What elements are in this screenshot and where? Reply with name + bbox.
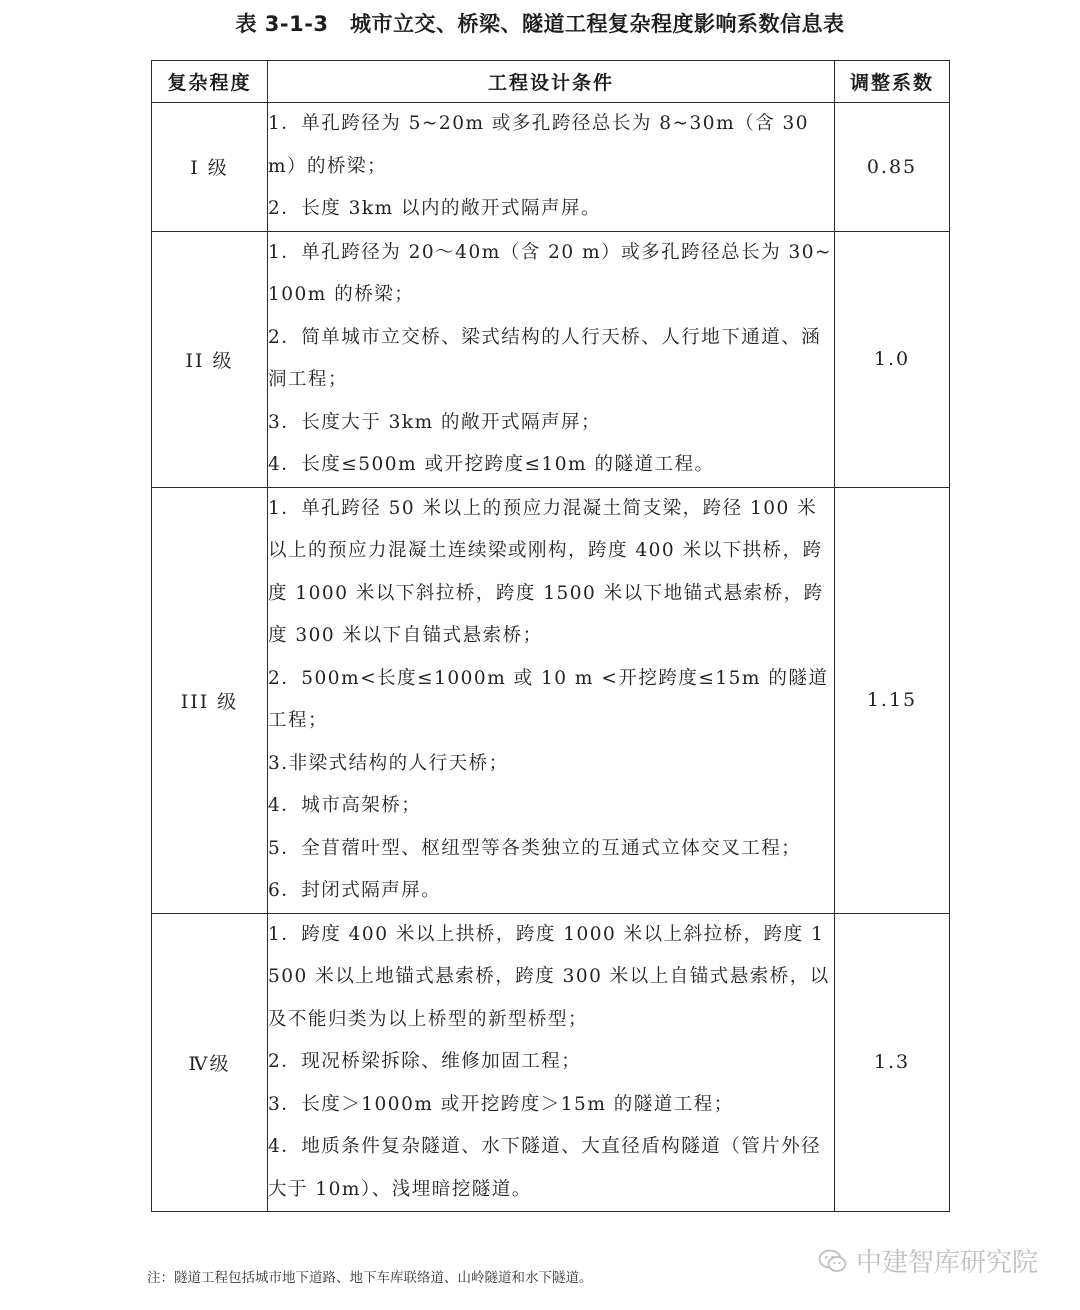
coefficient-cell: 0.85 xyxy=(835,103,950,232)
conditions-cell xyxy=(268,913,835,1212)
level-cell: Ⅳ级 xyxy=(152,913,268,1212)
level-cell: I 级 xyxy=(152,103,268,232)
watermark xyxy=(818,1242,1038,1279)
table-row-level-4 xyxy=(152,913,950,1212)
level-cell: II 级 xyxy=(152,231,268,487)
condition-item: 3．长度大于 3km 的敞开式隔声屏； xyxy=(268,411,602,433)
header-complexity: 复杂程度 xyxy=(152,61,268,103)
condition-item: 4．城市高架桥； xyxy=(268,795,422,816)
conditions-cell xyxy=(268,231,835,487)
complexity-table xyxy=(151,60,950,1212)
condition-item: 3．长度＞1000m 或开挖跨度＞15m 的隧道工程； xyxy=(268,1093,734,1115)
condition-item: 1．单孔跨径为 20～40m（含 20 m）或多孔跨径总长为 30~100m 的桥梁； xyxy=(268,241,833,305)
table-header xyxy=(152,61,950,103)
conditions-cell xyxy=(268,487,835,913)
wechat-icon xyxy=(818,1248,848,1274)
level-cell: III 级 xyxy=(152,487,268,913)
coefficient-cell: 1.0 xyxy=(835,231,950,487)
table-title: 表 3-1-3 城市立交、桥梁、隧道工程复杂程度影响系数信息表 xyxy=(235,12,845,36)
condition-item: 5．全苜蓿叶型、枢纽型等各类独立的互通式立体交叉工程； xyxy=(268,837,802,859)
condition-item: 2．500m<长度≤1000m 或 10 m <开挖跨度≤15m 的隧道工程； xyxy=(268,667,829,731)
coefficient-cell: 1.3 xyxy=(835,913,950,1212)
condition-item: 4．长度≤500m 或开挖跨度≤10m 的隧道工程。 xyxy=(268,454,715,475)
condition-item: 6．封闭式隔声屏。 xyxy=(268,880,442,901)
header-conditions: 工程设计条件 xyxy=(268,61,835,103)
condition-item: 1．单孔跨径为 5~20m 或多孔跨径总长为 8~30m（含 30 m）的桥梁； xyxy=(268,113,810,177)
table-row-level-1 xyxy=(152,103,950,232)
watermark-text: 中建智库研究院 xyxy=(856,1248,1039,1278)
table-row-level-2 xyxy=(152,231,950,487)
condition-item: 2．现况桥梁拆除、维修加固工程； xyxy=(268,1051,582,1072)
coefficient-cell: 1.15 xyxy=(835,487,950,913)
condition-item: 4．地质条件复杂隧道、水下隧道、大直径盾构隧道（管片外径大于 10m）、浅埋暗挖隧道。 xyxy=(268,1136,822,1200)
condition-item: 1．单孔跨径 50 米以上的预应力混凝土简支梁，跨径 100 米以上的预应力混凝土连续梁或刚构，跨度 400 米以下拱桥，跨度 1000 米以下斜拉桥，跨度 1500 米以下地锚式悬索桥，跨度 300 米以下自锚式悬索桥； xyxy=(268,497,824,646)
condition-item: 3.非梁式结构的人行天桥； xyxy=(268,752,509,774)
header-coefficient: 调整系数 xyxy=(835,61,950,103)
conditions-cell xyxy=(268,103,835,232)
table-note: 注：隧道工程包括城市地下道路、地下车库联络道、山岭隧道和水下隧道。 xyxy=(147,1270,593,1286)
condition-item: 2．简单城市立交桥、梁式结构的人行天桥、人行地下通道、涵洞工程； xyxy=(268,326,822,390)
condition-item: 1．跨度 400 米以上拱桥，跨度 1000 米以上斜拉桥，跨度 1500 米以上地锚式悬索桥，跨度 300 米以上自锚式悬索桥，以及不能归类为以上桥型的新型桥型； xyxy=(268,923,830,1030)
table-row-level-3 xyxy=(152,487,950,913)
condition-item: 2．长度 3km 以内的敞开式隔声屏。 xyxy=(268,198,602,219)
